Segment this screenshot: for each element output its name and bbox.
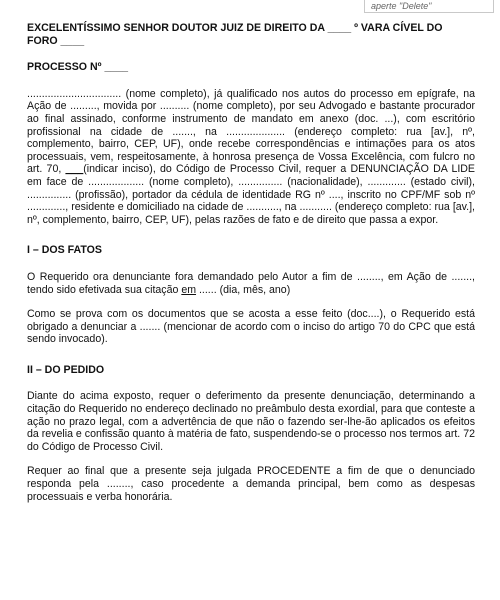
request-paragraph-2: Requer ao final que a presente seja julgada PROCEDENTE a fim de que o denunciado responda pela ........, caso procedente a demanda principal, bem como as despesas processuais e verba honorária. <box>27 465 475 503</box>
process-number: PROCESSO Nº ____ <box>27 61 129 74</box>
request-paragraph-1: Diante do acima exposto, requer o deferimento da presente denunciação, determinando a citação do Requerido no endereço declinado no preâmbulo desta exordial, para que conteste a ação no prazo legal, com a advertência de que não o fazendo ser-lhe-ão aplicados os efeitos da revelia e confissão quanto à matéria de fato, suspendendo-se o processo nos termos art. 72 do Código de Processo Civil. <box>27 390 475 453</box>
facts-p1-text-b: ...... (dia, mês, ano) <box>196 283 291 296</box>
section-request-heading: II – DO PEDIDO <box>27 363 105 376</box>
facts-paragraph-1 <box>27 271 475 296</box>
delete-hint-text: aperte "Delete" <box>371 1 432 11</box>
facts-p1-underlined: em <box>181 283 197 296</box>
intro-text-b: (indicar inciso), do Código de Processo Civil, requer a DENUNCIAÇÃO DA LIDE em face de ................... (nome completo), ............... (nacionalidade), ............. (estado civil), ............... (profissão), portador da cédula de identidade RG nº ...., inscrito no CPF/MF sob nº ............., residente e domiciliado na cidade de ..........., na ........... (endereço completo: rua [av.], nº, complemento, bairro, CEP, UF), pelas razões de fato e de direito que passa a expor. <box>27 163 476 226</box>
petition-document <box>27 22 475 503</box>
delete-hint-box <box>364 0 494 13</box>
court-address-title: EXCELENTÍSSIMO SENHOR DOUTOR JUIZ DE DIREITO DA ____ º VARA CÍVEL DO FORO ____ <box>27 22 443 47</box>
facts-paragraph-2: Como se prova com os documentos que se acosta a esse feito (doc....), o Requerido está obrigado a denunciar a ....... (mencionar de acordo com o inciso do artigo 70 do CPC que está sendo invocado). <box>27 308 475 346</box>
intro-underline-blank: ___ <box>65 163 84 176</box>
top-bar <box>0 0 500 14</box>
intro-text-a: ................................ (nome completo), já qualificado nos autos do processo em epígrafe, na Ação de ........., movida por .......... (nome completo), por seu Advogado e bastante procurador ao final assinado, conforme instrumento de mandato em anexo (doc. ...), com escritório profissional na cidade de ......., na .................... (endereço completo: rua [av.], nº, complemento, bairro, CEP, UF), onde recebe correspondências e intimações para os atos processuais, vem, respeitosamente, à honrosa presença de Vossa Excelência, com fulcro no art. 70, <box>27 87 475 176</box>
intro-paragraph <box>27 88 475 227</box>
section-facts-heading: I – DOS FATOS <box>27 244 102 257</box>
facts-p1-text-a: O Requerido ora denunciante fora demandado pelo Autor a fim de ........, em Ação de ......., tendo sido efetivada sua citação <box>27 270 475 296</box>
